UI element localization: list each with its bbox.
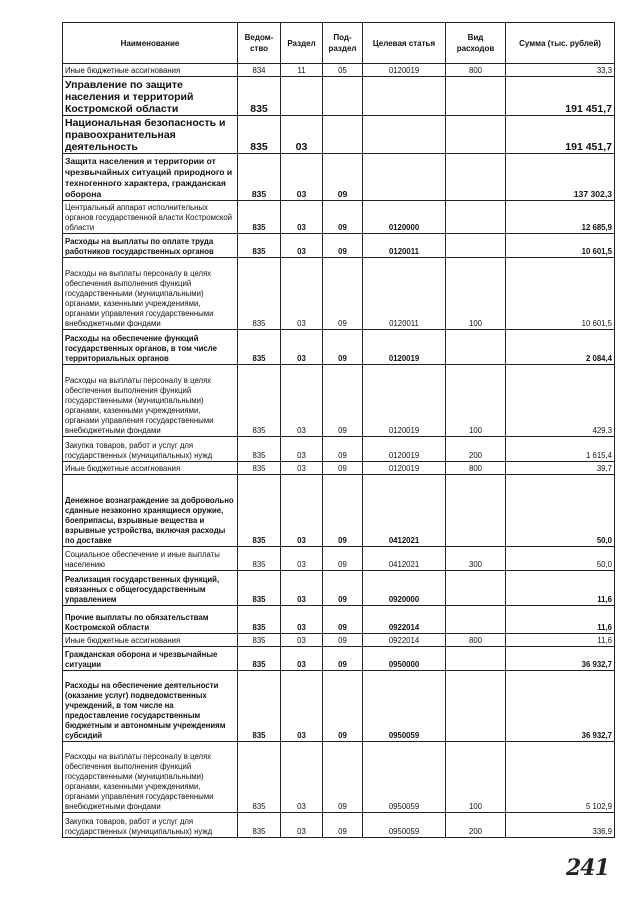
row-dept: 835 [238,647,281,671]
row-kind [446,77,506,116]
budget-table [62,22,615,838]
row-kind: 800 [446,462,506,475]
page-number: 241 [566,855,609,881]
row-article [363,116,446,154]
row-name: Расходы на выплаты персоналу в целях обеспечения выполнения функций государственными (муниципальными) органами, казенными учреждениями, органами управления государственными внебюджетными фондами [63,258,238,330]
table-row [63,813,615,838]
table-row [63,634,615,647]
table-row [63,606,615,634]
row-dept: 835 [238,742,281,813]
row-sum: 10 601,5 [506,234,615,258]
row-name: Расходы на выплаты по оплате труда работников государственных органов [63,234,238,258]
row-subsection: 09 [323,154,363,201]
table-row [63,547,615,571]
row-kind [446,330,506,365]
row-dept: 835 [238,671,281,742]
row-sum: 2 084,4 [506,330,615,365]
row-section: 03 [281,330,323,365]
header-kind: Вид расходов [446,23,506,64]
row-dept: 835 [238,475,281,547]
row-kind [446,671,506,742]
row-article: 0120019 [363,64,446,77]
row-dept: 835 [238,116,281,154]
row-subsection: 09 [323,647,363,671]
row-section: 03 [281,201,323,234]
row-article: 0120019 [363,437,446,462]
row-dept: 835 [238,258,281,330]
row-article: 0120011 [363,234,446,258]
row-name: Гражданская оборона и чрезвычайные ситуации [63,647,238,671]
row-subsection: 09 [323,475,363,547]
table-row [63,437,615,462]
row-name: Расходы на обеспечение функций государственных органов, в том числе территориальных органов [63,330,238,365]
row-kind [446,116,506,154]
row-sum: 137 302,3 [506,154,615,201]
row-section: 03 [281,365,323,437]
row-kind [446,647,506,671]
row-article: 0120019 [363,330,446,365]
row-section: 03 [281,671,323,742]
row-sum: 429,3 [506,365,615,437]
row-sum: 36 932,7 [506,647,615,671]
row-dept: 835 [238,547,281,571]
row-subsection [323,116,363,154]
row-subsection: 05 [323,64,363,77]
row-section: 03 [281,742,323,813]
row-dept: 835 [238,365,281,437]
row-sum: 10 601,5 [506,258,615,330]
header-dept: Ведом-ство [238,23,281,64]
row-kind: 300 [446,547,506,571]
row-kind: 100 [446,365,506,437]
row-article: 0412021 [363,475,446,547]
row-subsection: 09 [323,462,363,475]
row-sum: 1 615,4 [506,437,615,462]
row-kind: 100 [446,742,506,813]
row-section: 03 [281,606,323,634]
row-section: 03 [281,437,323,462]
row-section: 03 [281,571,323,606]
row-section: 03 [281,234,323,258]
row-subsection: 09 [323,258,363,330]
row-subsection: 09 [323,813,363,838]
row-section: 03 [281,475,323,547]
row-section: 03 [281,462,323,475]
row-kind: 100 [446,258,506,330]
row-name: Закупка товаров, работ и услуг для государственных (муниципальных) нужд [63,437,238,462]
row-dept: 835 [238,571,281,606]
row-subsection: 09 [323,571,363,606]
row-subsection: 09 [323,437,363,462]
row-sum: 33,3 [506,64,615,77]
table-row [63,475,615,547]
row-sum: 11,6 [506,606,615,634]
row-kind [446,606,506,634]
row-sum: 336,9 [506,813,615,838]
header-sum: Сумма (тыс. рублей) [506,23,615,64]
row-sum: 191 451,7 [506,77,615,116]
table-row [63,64,615,77]
row-kind: 800 [446,634,506,647]
row-sum: 50,0 [506,475,615,547]
row-name: Расходы на обеспечение деятельности (оказание услуг) подведомственных учреждений, в том числе на предоставление государственным бюджетным и автономным учреждениям субсидий [63,671,238,742]
row-name: Прочие выплаты по обязательствам Костромской области [63,606,238,634]
header-article: Целевая статья [363,23,446,64]
row-article: 0920000 [363,571,446,606]
row-subsection: 09 [323,365,363,437]
row-article: 0120019 [363,462,446,475]
row-kind: 200 [446,813,506,838]
row-name: Расходы на выплаты персоналу в целях обеспечения выполнения функций государственными (муниципальными) органами, казенными учреждениями, органами управления государственными внебюджетными фондами [63,742,238,813]
row-section: 03 [281,547,323,571]
row-kind: 200 [446,437,506,462]
row-name: Расходы на выплаты персоналу в целях обеспечения выполнения функций государственными (муниципальными) органами, казенными учреждениями, органами управления государственными внебюджетными фондами [63,365,238,437]
table-row [63,647,615,671]
row-article: 0950059 [363,813,446,838]
row-section: 11 [281,64,323,77]
row-sum: 11,6 [506,634,615,647]
row-section: 03 [281,634,323,647]
row-dept: 835 [238,634,281,647]
row-sum: 50,0 [506,547,615,571]
row-name: Закупка товаров, работ и услуг для государственных (муниципальных) нужд [63,813,238,838]
table-row [63,258,615,330]
row-name: Иные бюджетные ассигнования [63,462,238,475]
row-subsection: 09 [323,742,363,813]
row-sum: 5 102,9 [506,742,615,813]
header-section: Раздел [281,23,323,64]
row-name: Социальное обеспечение и иные выплаты населению [63,547,238,571]
row-sum: 191 451,7 [506,116,615,154]
table-row [63,154,615,201]
row-article: 0120011 [363,258,446,330]
row-subsection: 09 [323,606,363,634]
row-article [363,154,446,201]
row-article: 0412021 [363,547,446,571]
row-section: 03 [281,647,323,671]
row-article: 0922014 [363,634,446,647]
row-name: Иные бюджетные ассигнования [63,64,238,77]
row-dept: 834 [238,64,281,77]
row-article [363,77,446,116]
row-article: 0950000 [363,647,446,671]
table-row [63,742,615,813]
table-row [63,330,615,365]
table-row [63,116,615,154]
row-subsection: 09 [323,330,363,365]
header-name: Наименование [63,23,238,64]
row-name: Защита населения и территории от чрезвычайных ситуаций природного и техногенного характера, гражданская оборона [63,154,238,201]
row-subsection: 09 [323,234,363,258]
row-dept: 835 [238,437,281,462]
row-section: 03 [281,813,323,838]
row-sum: 39,7 [506,462,615,475]
row-sum: 12 685,9 [506,201,615,234]
row-section: 03 [281,154,323,201]
table-row [63,77,615,116]
row-subsection: 09 [323,671,363,742]
row-dept: 835 [238,813,281,838]
row-sum: 36 932,7 [506,671,615,742]
row-kind [446,234,506,258]
row-article: 0922014 [363,606,446,634]
row-section [281,77,323,116]
row-kind: 800 [446,64,506,77]
row-dept: 835 [238,462,281,475]
table-row [63,462,615,475]
row-article: 0950059 [363,742,446,813]
row-name: Реализация государственных функций, связанных с общегосударственным управлением [63,571,238,606]
table-row [63,671,615,742]
row-section: 03 [281,116,323,154]
row-kind [446,571,506,606]
row-section: 03 [281,258,323,330]
row-name: Иные бюджетные ассигнования [63,634,238,647]
row-dept: 835 [238,234,281,258]
row-dept: 835 [238,154,281,201]
row-subsection: 09 [323,547,363,571]
row-subsection [323,77,363,116]
row-name: Денежное вознаграждение за добровольно сданные незаконно хранящиеся оружие, боеприпасы, взрывные вещества и взрывные устройства, включая расходы по доставке [63,475,238,547]
row-subsection: 09 [323,634,363,647]
table-row [63,365,615,437]
table-row [63,234,615,258]
row-article: 0950059 [363,671,446,742]
row-dept: 835 [238,606,281,634]
table-row [63,201,615,234]
row-dept: 835 [238,77,281,116]
row-kind [446,201,506,234]
table-header-row [63,23,615,64]
row-article: 0120019 [363,365,446,437]
row-dept: 835 [238,201,281,234]
row-name: Центральный аппарат исполнительных органов государственной власти Костромской области [63,201,238,234]
row-kind [446,475,506,547]
row-article: 0120000 [363,201,446,234]
row-kind [446,154,506,201]
row-name: Управление по защите населения и территорий Костромской области [63,77,238,116]
header-subsection: Под-раздел [323,23,363,64]
row-dept: 835 [238,330,281,365]
row-sum: 11,6 [506,571,615,606]
row-name: Национальная безопасность и правоохранительная деятельность [63,116,238,154]
table-row [63,571,615,606]
row-subsection: 09 [323,201,363,234]
